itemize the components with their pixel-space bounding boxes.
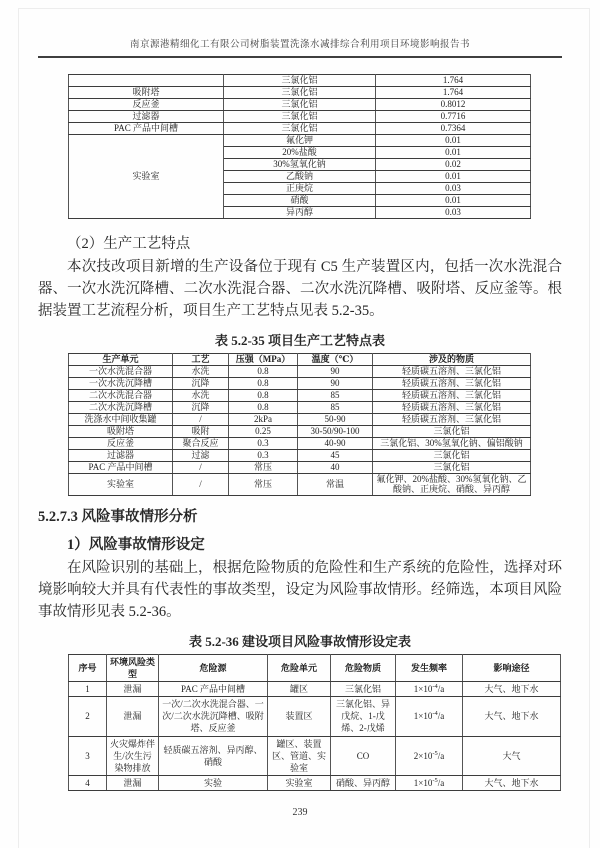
table-cell: 常温 [298,474,373,496]
risk-section-paragraph: 在风险识别的基础上，根据危险物质的危险性和生产系统的危险性，选择对环境影响较大并具有代表性的事故类型，设定为风险事故情形。经筛选，本项目风险事故情形见表 5.2-36。 [38,559,562,620]
table-cell: / [173,474,229,496]
process-characteristics-table [68,353,531,496]
table-cell: 大气 [463,736,561,775]
table-row [69,99,531,111]
table-row [69,462,531,474]
table-cell: 二次水洗沉降槽 [69,402,173,414]
table-cell: 异丙醇 [224,207,376,219]
table-cell: 泄漏 [107,681,159,696]
table-cell: 常压 [229,462,298,474]
table-cell: PAC 产品中间槽 [69,123,224,135]
table-cell: 0.01 [376,147,531,159]
table-cell: 大气、地下水 [463,775,561,790]
storage-quantity-table [68,74,531,219]
table-cell: / [173,462,229,474]
table-row [69,438,531,450]
table-cell: 二次水洗混合器 [69,390,173,402]
table-cell: 实验室 [69,135,224,219]
table-cell: 2kPa [229,414,298,426]
table-cell: 40-90 [298,438,373,450]
table-cell: 50-90 [298,414,373,426]
process-section-heading: （2）生产工艺特点 [67,236,191,252]
table-cell: 三氯化铝、异戊烷、1-戊烯、2-戊烯 [331,697,396,736]
table-cell: 洗涤水中间收集罐 [69,414,173,426]
table-header-cell: 工艺 [173,354,229,366]
table-cell: 反应釜 [69,99,224,111]
table-cell: 三氯化铝 [224,123,376,135]
table-row [69,390,531,402]
table-cell: 反应釜 [69,438,173,450]
table-cell: 0.03 [376,183,531,195]
table-header-cell: 危险单元 [268,654,331,681]
table-cell: 0.01 [376,171,531,183]
table-cell: 20%盐酸 [224,147,376,159]
table-cell: 三氯化铝 [373,462,531,474]
table-cell: 氟化钾、20%盐酸、30%氢氧化钠、乙酸钠、正庚烷、硝酸、异丙醇 [373,474,531,496]
table-cell: 轻质碳五溶剂、三氯化铝 [373,414,531,426]
table-cell: 1.764 [376,75,531,87]
table-row [69,75,531,87]
table-cell: PAC 产品中间槽 [159,681,268,696]
table-cell: 罐区、装置区、管道、实验室 [268,736,331,775]
table-cell: 0.8 [229,402,298,414]
table-cell: 火灾爆炸伴生/次生污染物排放 [107,736,159,775]
table-header-cell: 发生频率 [396,654,463,681]
table-cell: 三氯化铝 [331,681,396,696]
table-header-cell: 涉及的物质 [373,354,531,366]
table-cell: 0.8 [229,378,298,390]
table-row [69,402,531,414]
table-row [69,450,531,462]
table-header-cell: 环境风险类型 [107,654,159,681]
document-header-title: 南京源港精细化工有限公司树脂装置洗涤水减排综合利用项目环境影响报告书 [129,40,470,50]
table-cell: 轻质碳五溶剂、三氯化铝 [373,366,531,378]
table-cell: / [173,414,229,426]
table-cell: 0.25 [229,426,298,438]
table-cell: 3 [69,736,107,775]
table-cell: 三氯化铝 [373,450,531,462]
table-cell: 1.764 [376,87,531,99]
table-cell: 水洗 [173,390,229,402]
table-cell: 三氯化铝 [224,111,376,123]
table-cell: 轻质碳五溶剂、三氯化铝 [373,390,531,402]
table-cell: 0.7364 [376,123,531,135]
table-cell: 乙酸钠 [224,171,376,183]
table-cell: 大气、地下水 [463,681,561,696]
table-cell: 45 [298,450,373,462]
table-cell: 聚合反应 [173,438,229,450]
table-cell: $1\times 10^{-5}/a$ [396,775,463,790]
table-row [69,681,561,696]
table-cell: 0.8 [229,390,298,402]
table-cell: PAC 产品中间槽 [69,462,173,474]
table-cell: 0.02 [376,159,531,171]
risk-subsection-heading: 1）风险事故情形设定 [67,536,205,553]
table-cell: $2\times 10^{-5}/a$ [396,736,463,775]
risk-scenario-table [68,654,561,791]
table-cell: 0.3 [229,450,298,462]
table-cell: 0.3 [229,438,298,450]
table-cell: 三氯化铝 [224,87,376,99]
table-row [69,414,531,426]
table-cell: $1\times 10^{-4}/a$ [396,697,463,736]
table-header-cell: 温度（℃） [298,354,373,366]
table-cell: 实验 [159,775,268,790]
table-cell: 0.8 [229,366,298,378]
table-cell: 沉降 [173,402,229,414]
table-row [69,697,561,736]
table-cell: 一次水洗混合器 [69,366,173,378]
risk-section-heading: 5.2.7.3 风险事故情形分析 [38,508,198,525]
table-cell: 硝酸 [224,195,376,207]
table-header-cell: 序号 [69,654,107,681]
table-header-cell: 压强（MPa） [229,354,298,366]
table-cell: 85 [298,402,373,414]
table-cell: 吸附 [173,426,229,438]
table-cell: 过滤 [173,450,229,462]
table-row [69,654,561,681]
table-header-cell: 危险源 [159,654,268,681]
table-row [69,736,561,775]
table-cell: 90 [298,366,373,378]
table-cell: 30%氢氧化钠 [224,159,376,171]
table-cell: 实验室 [268,775,331,790]
table-row [69,474,531,496]
table-cell: 30-50/90-100 [298,426,373,438]
table-cell: 吸附塔 [69,87,224,99]
table-cell: 硝酸、异丙醇 [331,775,396,790]
table-row [69,135,531,147]
table-row [69,378,531,390]
table-cell: 泄漏 [107,775,159,790]
table-cell: 轻质碳五溶剂、三氯化铝 [373,402,531,414]
table-cell: 三氯化铝 [224,99,376,111]
table-cell: 实验室 [69,474,173,496]
table-cell: 轻质碳五溶剂、异丙醇、硝酸 [159,736,268,775]
table-row [69,123,531,135]
table-cell: 0.01 [376,195,531,207]
table-cell: 过滤器 [69,111,224,123]
table-cell: 0.7716 [376,111,531,123]
table-cell: 罐区 [268,681,331,696]
table-row [69,775,561,790]
table-cell: 装置区 [268,697,331,736]
table-cell: 三氯化铝、30%氢氧化钠、偏铝酸钠 [373,438,531,450]
table-cell: 一次水洗沉降槽 [69,378,173,390]
table-row [69,111,531,123]
table-cell: $1\times 10^{-4}/a$ [396,681,463,696]
table-cell: 2 [69,697,107,736]
table-cell: 85 [298,390,373,402]
table-header-cell: 危险物质 [331,654,396,681]
table-header-cell: 影响途径 [463,654,561,681]
table-cell: 三氯化铝 [224,75,376,87]
table-cell: 水洗 [173,366,229,378]
process-table-title: 表 5.2-35 项目生产工艺特点表 [214,333,386,348]
table-cell: 90 [298,378,373,390]
table-row [69,87,531,99]
process-section-paragraph: 本次技改项目新增的生产设备位于现有 C5 生产装置区内，包括一次水洗混合器、一次水洗沉降槽、二次水洗混合器、二次水洗沉降槽、吸附塔、反应釜等。根据装置工艺流程分析，项目生产工艺特点见表 5.2-35。 [38,259,562,319]
table-header-cell: 生产单元 [69,354,173,366]
table-cell: 大气、地下水 [463,697,561,736]
risk-table-title: 表 5.2-36 建设项目风险事故情形设定表 [188,633,412,649]
table-cell: 0.8012 [376,99,531,111]
table-cell: CO [331,736,396,775]
table-cell: 吸附塔 [69,426,173,438]
header-divider [38,56,562,58]
table-cell: 常压 [229,474,298,496]
table-cell: 一次/二次水洗混合器、一次/二次水洗沉降槽、吸附塔、反应釜 [159,697,268,736]
table-cell: 4 [69,775,107,790]
table-cell: 氟化钾 [224,135,376,147]
table-cell: 轻质碳五溶剂、三氯化铝 [373,378,531,390]
table-cell: 三氯化铝 [373,426,531,438]
table-cell: 40 [298,462,373,474]
table-cell: 0.03 [376,207,531,219]
table-cell: 过滤器 [69,450,173,462]
page-number: 239 [292,807,308,819]
table-cell: 沉降 [173,378,229,390]
table-cell: 正庚烷 [224,183,376,195]
table-cell: 泄漏 [107,697,159,736]
table-row [69,354,531,366]
table-cell: 0.01 [376,135,531,147]
table-cell [69,75,224,87]
table-cell: 1 [69,681,107,696]
table-row [69,366,531,378]
table-row [69,426,531,438]
